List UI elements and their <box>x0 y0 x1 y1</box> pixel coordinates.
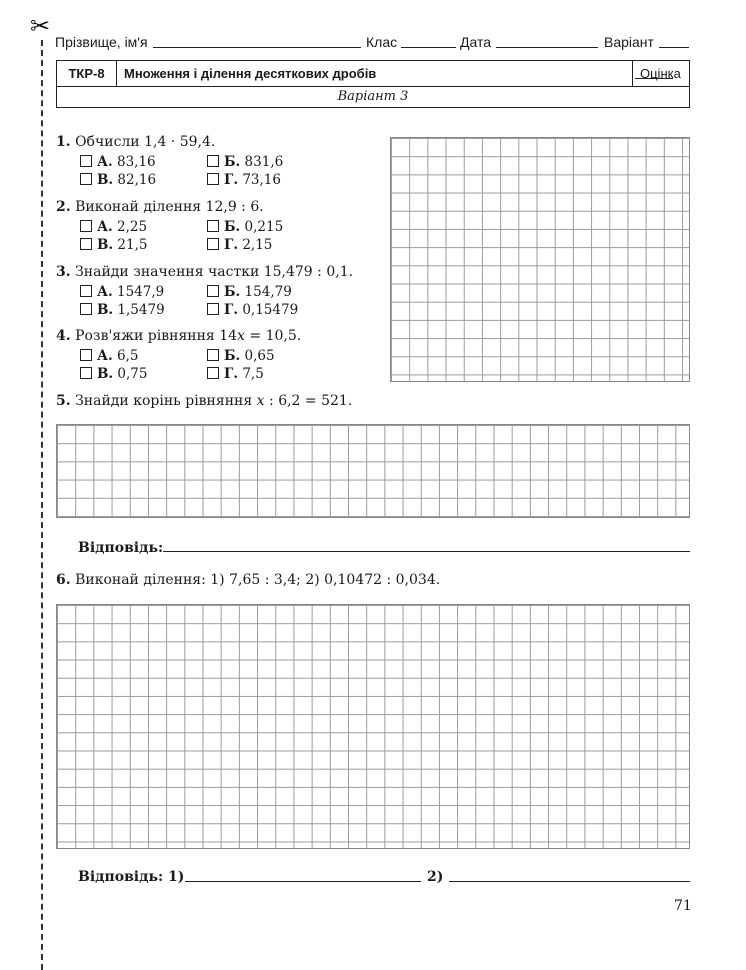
checkbox-icon[interactable] <box>80 349 92 361</box>
checkbox-icon[interactable] <box>80 285 92 297</box>
answer-field-6-2[interactable] <box>449 881 690 882</box>
question-number: 6. <box>56 572 71 588</box>
checkbox-icon[interactable] <box>80 155 92 167</box>
option-3d[interactable]: Г. 0,15479 <box>207 301 298 319</box>
grade-label: Оцінка <box>640 66 681 81</box>
checkbox-icon[interactable] <box>207 173 219 185</box>
variable-x: x <box>237 328 245 344</box>
surname-field[interactable] <box>153 47 361 48</box>
checkbox-icon[interactable] <box>80 173 92 185</box>
checkbox-icon[interactable] <box>207 220 219 232</box>
variable-x: x <box>256 393 265 409</box>
option-1a[interactable]: А. 83,16 <box>80 153 156 171</box>
answer-part-1-label: 1) <box>168 869 185 885</box>
checkbox-icon[interactable] <box>80 367 92 379</box>
question-5 <box>56 392 352 410</box>
question-2 <box>56 198 264 216</box>
option-2c[interactable]: В. 21,5 <box>80 236 147 254</box>
checkbox-icon[interactable] <box>207 367 219 379</box>
work-grid-1[interactable] <box>390 137 690 382</box>
scissors-icon: ✂ <box>30 12 51 40</box>
checkbox-icon[interactable] <box>207 285 219 297</box>
question-text: Розв'яжи рівняння 14 <box>75 328 238 344</box>
checkbox-icon[interactable] <box>207 303 219 315</box>
title-row <box>57 61 689 87</box>
option-3c[interactable]: В. 1,5479 <box>80 301 165 319</box>
question-number: 4. <box>56 328 71 344</box>
answer-part-2-label: 2) <box>427 869 444 885</box>
surname-label: Прізвище, ім'я <box>55 34 148 50</box>
answer-label-6: Відповідь: 1) <box>78 869 185 885</box>
work-grid-6[interactable] <box>56 604 690 849</box>
question-text-end: : 6,2 = 521. <box>264 393 353 409</box>
question-number: 5. <box>56 393 71 409</box>
answer-field-6-1[interactable] <box>185 881 421 882</box>
class-field[interactable] <box>401 47 456 48</box>
checkbox-icon[interactable] <box>80 238 92 250</box>
variant-title: Варіант 3 <box>337 89 409 104</box>
option-3b[interactable]: Б. 154,79 <box>207 283 292 301</box>
question-number: 1. <box>56 134 71 150</box>
option-2d[interactable]: Г. 2,15 <box>207 236 272 254</box>
variant-header-label: Варіант <box>604 34 654 50</box>
question-text: Знайди значення частки 15,479 : 0,1. <box>75 264 354 280</box>
question-3 <box>56 263 353 281</box>
checkbox-icon[interactable] <box>80 220 92 232</box>
question-number: 2. <box>56 199 71 215</box>
question-text: Знайди корінь рівняння <box>75 393 257 409</box>
option-2b[interactable]: Б. 0,215 <box>207 218 283 236</box>
checkbox-icon[interactable] <box>80 303 92 315</box>
option-3a[interactable]: А. 1547,9 <box>80 283 164 301</box>
variant-field[interactable] <box>659 47 689 48</box>
answer-field-5[interactable] <box>163 551 690 552</box>
option-1b[interactable]: Б. 831,6 <box>207 153 283 171</box>
date-field[interactable] <box>496 47 598 48</box>
checkbox-icon[interactable] <box>207 349 219 361</box>
title-box <box>56 60 690 108</box>
option-2a[interactable]: А. 2,25 <box>80 218 147 236</box>
test-code: ТКР-8 <box>57 61 117 86</box>
question-1 <box>56 133 215 151</box>
page-number: 71 <box>674 898 692 914</box>
option-1d[interactable]: Г. 73,16 <box>207 171 281 189</box>
option-4c[interactable]: В. 0,75 <box>80 365 147 383</box>
work-grid-5[interactable] <box>56 424 690 518</box>
question-4 <box>56 327 301 345</box>
option-4d[interactable]: Г. 7,5 <box>207 365 264 383</box>
question-text: Виконай ділення 12,9 : 6. <box>75 199 264 215</box>
checkbox-icon[interactable] <box>207 155 219 167</box>
grade-field[interactable] <box>635 78 673 79</box>
checkbox-icon[interactable] <box>207 238 219 250</box>
question-number: 3. <box>56 264 71 280</box>
class-label: Клас <box>366 34 398 50</box>
option-4b[interactable]: Б. 0,65 <box>207 347 275 365</box>
question-6 <box>56 571 440 589</box>
date-label: Дата <box>460 34 492 50</box>
question-text: Обчисли 1,4 · 59,4. <box>75 134 216 150</box>
answer-label-5: Відповідь: <box>78 540 164 556</box>
option-1c[interactable]: В. 82,16 <box>80 171 156 189</box>
option-4a[interactable]: А. 6,5 <box>80 347 138 365</box>
test-title: Множення і ділення десяткових дробів <box>117 61 633 86</box>
cut-line <box>41 40 43 970</box>
question-text-end: = 10,5. <box>244 328 302 344</box>
question-text: Виконай ділення: 1) 7,65 : 3,4; 2) 0,10472 : 0,034. <box>75 572 441 588</box>
